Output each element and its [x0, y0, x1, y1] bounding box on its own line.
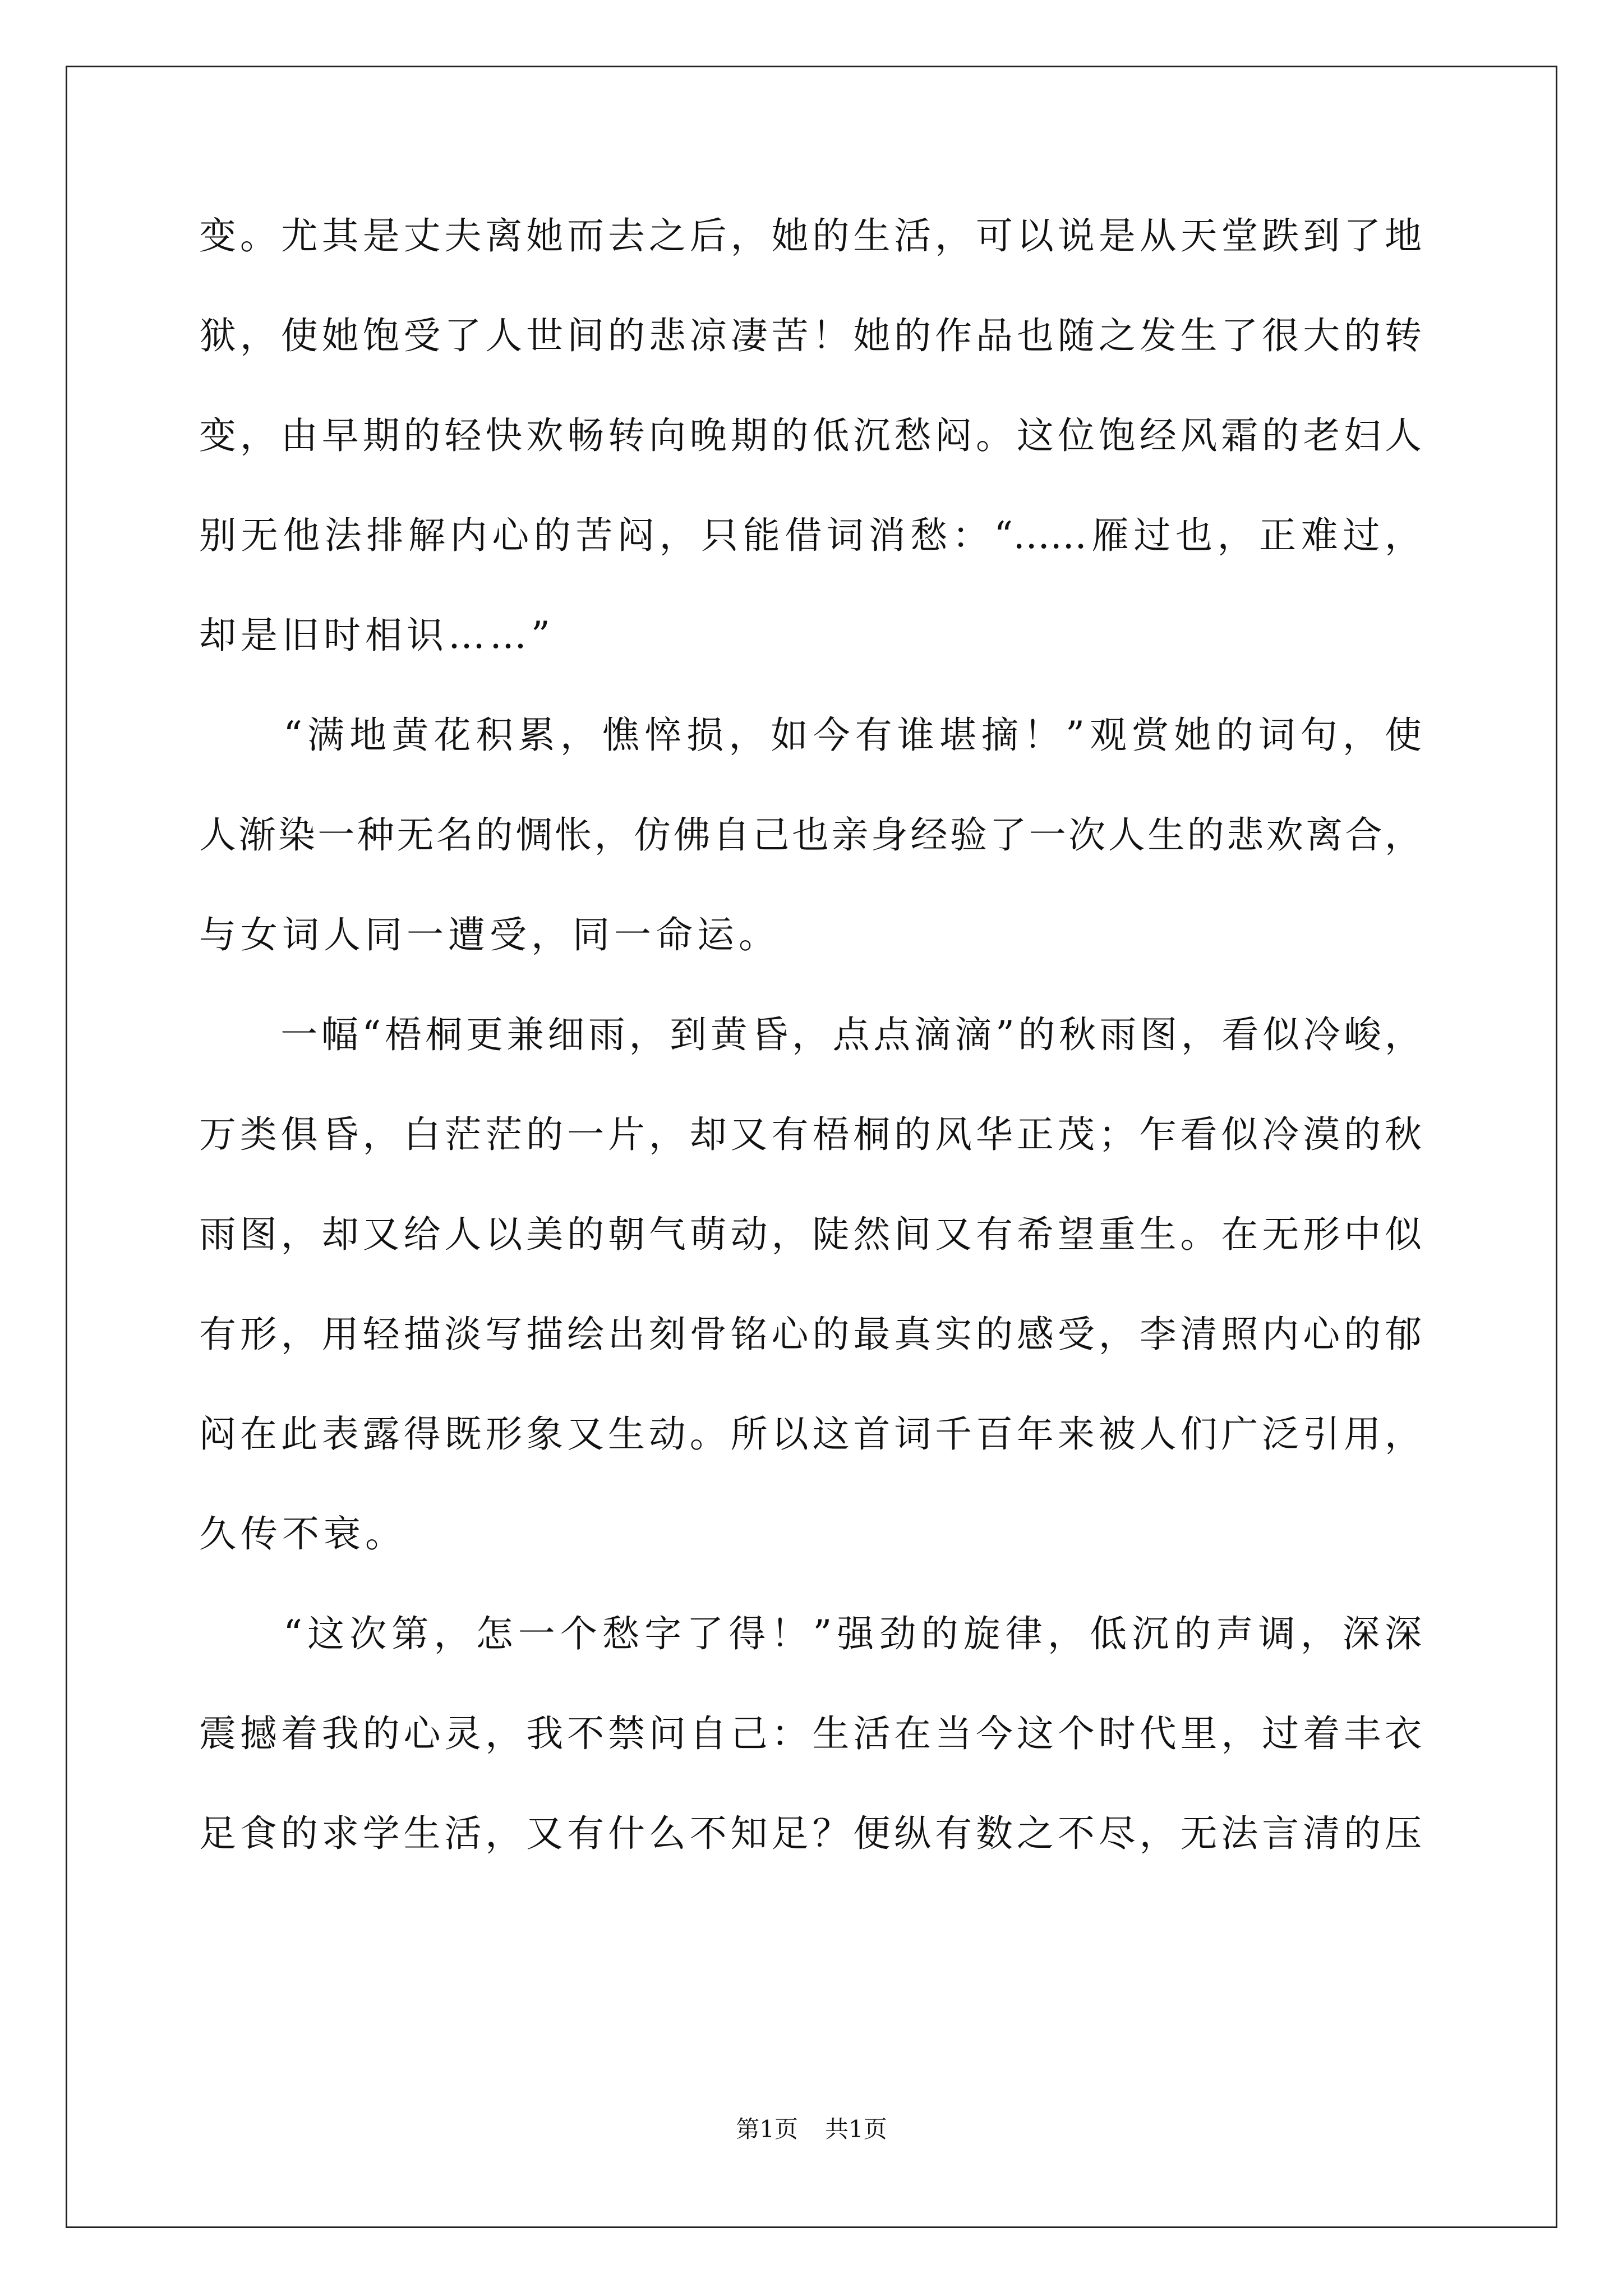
text-line: 人渐染一种无名的惆怅，仿佛自己也亲身经验了一次人生的悲欢离合，	[199, 813, 1422, 857]
text-line: 万类俱昏，白茫茫的一片，却又有梧桐的风华正茂；乍看似冷漠的秋	[199, 1113, 1422, 1156]
text-line: 变。尤其是丈夫离她而去之后，她的生活，可以说是从天堂跌到了地	[199, 214, 1422, 257]
text-line: 一幅“梧桐更兼细雨，到黄昏，点点滴滴”的秋雨图，看似冷峻，	[199, 1013, 1422, 1056]
text-line: 狱，使她饱受了人世间的悲凉凄苦！她的作品也随之发生了很大的转	[199, 314, 1422, 357]
text-line: 足食的求学生活，又有什么不知足？便纵有数之不尽，无法言清的压	[199, 1812, 1422, 1855]
page-number: 第1页	[736, 2115, 798, 2143]
text-line: 有形，用轻描淡写描绘出刻骨铭心的最真实的感受，李清照内心的郁	[199, 1313, 1422, 1356]
text-line: 闷在此表露得既形象又生动。所以这首词千百年来被人们广泛引用，	[199, 1412, 1422, 1456]
text-line: 震撼着我的心灵，我不禁问自己：生活在当今这个时代里，过着丰衣	[199, 1712, 1422, 1755]
text-line: 别无他法排解内心的苦闷，只能借词消愁：“……雁过也，正难过，	[199, 514, 1422, 557]
page-total: 共1页	[825, 2115, 887, 2143]
text-line: 变，由早期的轻快欢畅转向晚期的低沉愁闷。这位饱经风霜的老妇人	[199, 414, 1422, 457]
text-line: “这次第，怎一个愁字了得！”强劲的旋律，低沉的声调，深深	[199, 1612, 1422, 1655]
body-text	[199, 214, 1422, 1915]
text-line: 却是旧时相识……”	[199, 614, 555, 657]
text-line: 雨图，却又给人以美的朝气萌动，陡然间又有希望重生。在无形中似	[199, 1213, 1422, 1256]
page-footer	[0, 2115, 1623, 2143]
text-line: “满地黄花积累，憔悴损，如今有谁堪摘！”观赏她的词句，使	[199, 714, 1422, 757]
text-line: 与女词人同一遭受，同一命运。	[199, 913, 780, 956]
text-line: 久传不衰。	[199, 1512, 407, 1556]
